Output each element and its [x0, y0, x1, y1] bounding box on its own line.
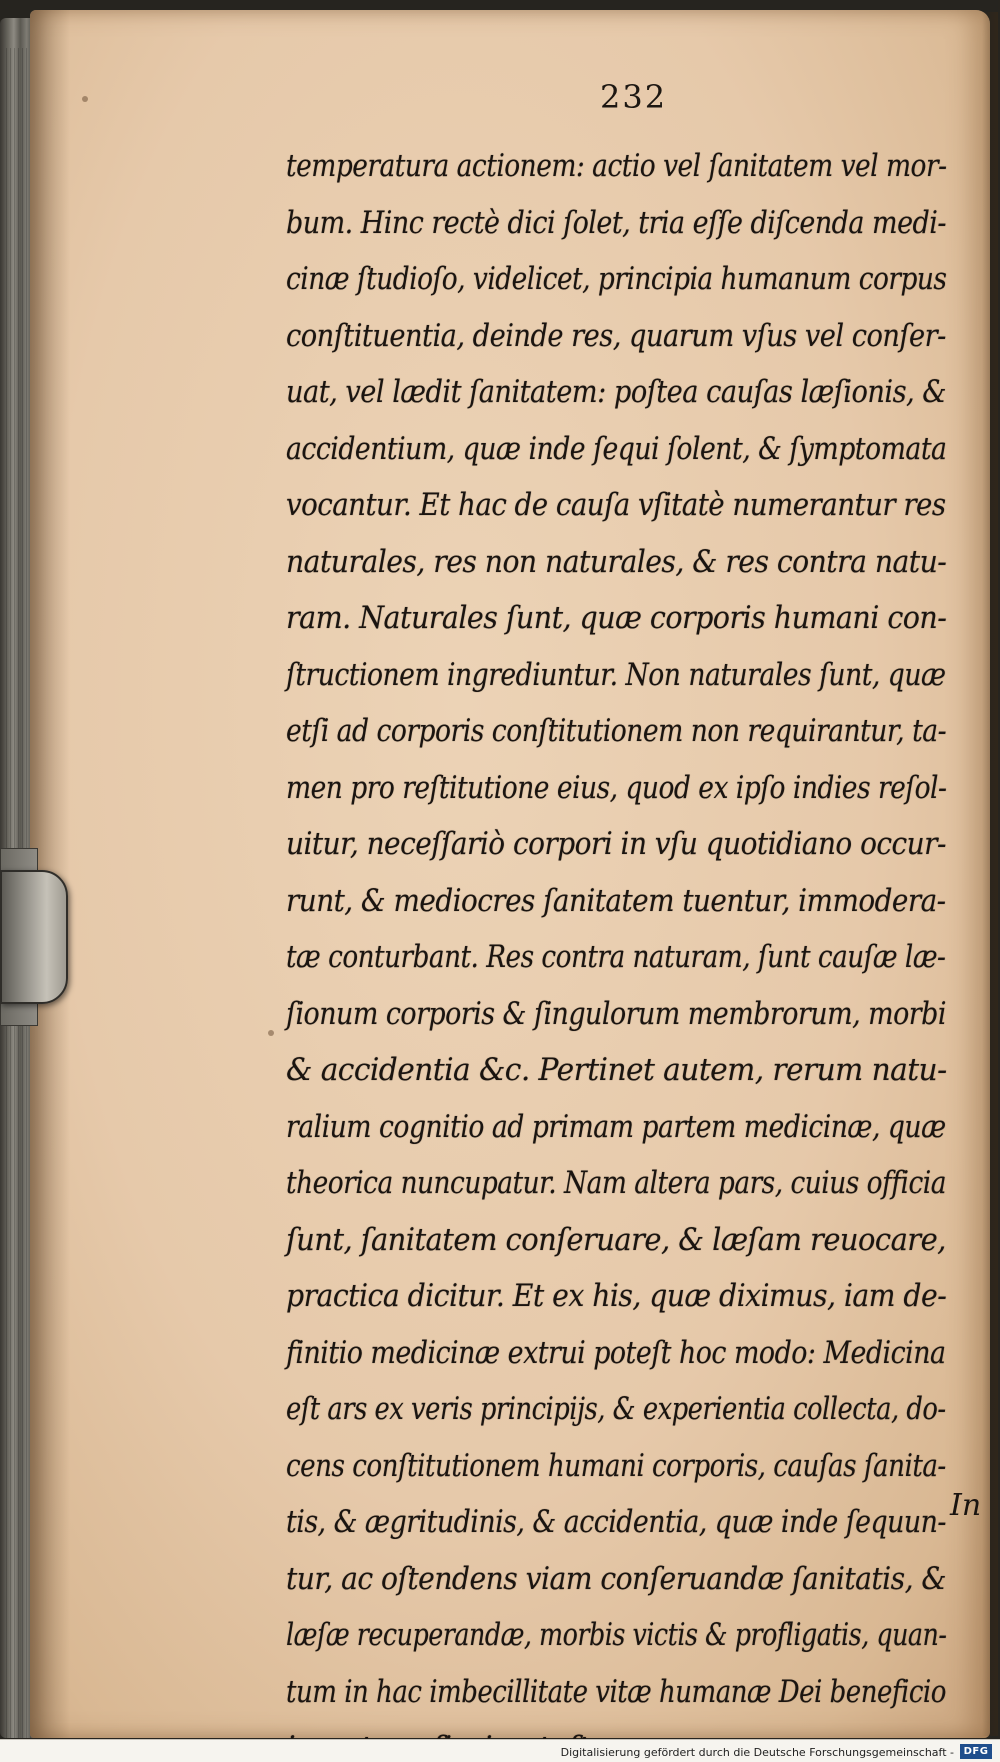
text-line: & accidentia &c. Pertinet autem, rerum natu-	[286, 1052, 947, 1088]
text-line: etſi ad corporis conſtitutionem non requirantur, ta-	[286, 713, 947, 749]
text-line: tur, ac oſtendens viam conſeruandæ ſanitatis, &	[286, 1560, 946, 1597]
text-line: uitur, neceſſariò corpori in vſu quotidiano occur-	[286, 826, 946, 862]
text-line: finitio medicinæ extrui poteſt hoc modo: Medicina	[286, 1334, 946, 1371]
text-line: tæ conturbant. Res contra naturam, ſunt cauſæ læ-	[286, 939, 946, 975]
text-line: læſæ recuperandæ, morbis victis & profligatis, quan-	[286, 1617, 947, 1653]
book-clasp	[0, 870, 68, 1004]
ink-speck	[82, 96, 88, 102]
text-line: conſtituentia, deinde res, quarum vſus vel conſer-	[286, 317, 946, 354]
text-line: ram. Naturales ſunt, quæ corporis humani con-	[286, 600, 947, 636]
text-line: tis, & ægritudinis, & accidentia, quæ inde ſequun-	[286, 1504, 946, 1540]
text-line: ſtructionem ingrediuntur. Non naturales ſunt, quæ	[286, 656, 946, 693]
text-line: ſionum corporis & ſingulorum membrorum, morbi	[286, 995, 946, 1032]
text-line: men pro reſtitutione eius, quod ex ipſo indies reſol-	[286, 769, 947, 806]
text-line: accidentium, quæ inde ſequi ſolent, & ſymptomata	[286, 430, 947, 467]
page-number: 232	[600, 78, 668, 116]
text-line: theorica nuncupatur. Nam altera pars, cuius officia	[286, 1165, 946, 1201]
ink-speck	[268, 1030, 274, 1036]
text-line: tum in hac imbecillitate vitæ humanæ Dei beneficio	[286, 1673, 946, 1710]
text-line: practica dicitur. Et ex his, quæ diximus, iam de-	[286, 1278, 947, 1314]
text-line: eſt ars ex veris principijs, & experientia collecta, do-	[286, 1391, 946, 1427]
text-line: naturales, res non naturales, & res contra natu-	[286, 543, 947, 580]
footer-credit: Digitalisierung gefördert durch die Deutsche Forschungsgemeinschaft -	[560, 1746, 954, 1759]
text-line: cinæ ſtudioſo, videlicet, principia humanum corpus	[286, 261, 947, 297]
text-line: cens conſtitutionem humani corporis, cauſas ſanita-	[286, 1447, 946, 1484]
text-line: vocantur. Et hac de cauſa vſitatè numerantur res	[286, 487, 946, 523]
text-line: bum. Hinc rectè dici ſolet, tria eſſe diſcenda medi-	[286, 204, 946, 241]
text-line: runt, & mediocres ſanitatem tuentur, immodera-	[286, 882, 946, 919]
dfg-logo: DFG	[960, 1744, 992, 1759]
text-line: uat, vel lædit ſanitatem: poſtea cauſas læſionis, &	[286, 374, 947, 410]
text-line: ralium cognitio ad primam partem medicinæ, quæ	[286, 1108, 946, 1145]
text-line: ſunt, ſanitatem conſeruare, & læſam reuocare,	[286, 1221, 946, 1258]
text-body	[286, 138, 956, 1762]
catchword: In	[950, 1488, 982, 1523]
text-line: temperatura actionem: actio vel ſanitatem vel mor-	[286, 148, 947, 184]
page-right-edge-shadow	[982, 12, 998, 1736]
footer-strip	[0, 1739, 1000, 1762]
